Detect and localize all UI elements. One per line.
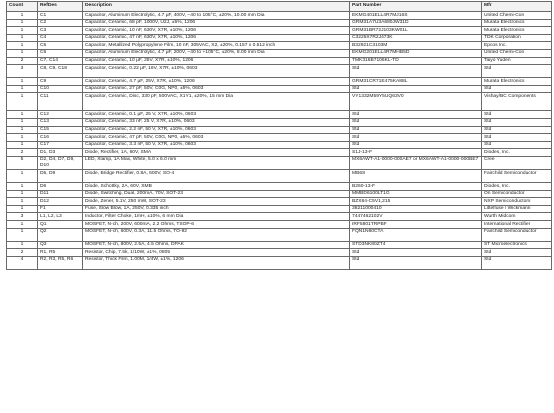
- header-count: Count: [7, 2, 38, 12]
- cell-description: MOSFET, N-ch, 800V, 2.5A, 4.5 Ohms, DPAK: [83, 241, 350, 249]
- cell-count: 2: [7, 57, 38, 65]
- cell-part-number: Std: [350, 256, 482, 269]
- cell-mfr: Fairchild Semiconductor: [482, 170, 552, 183]
- cell-refdes: C12: [38, 111, 83, 119]
- cell-refdes: C17: [38, 141, 83, 149]
- table-row: [7, 241, 552, 249]
- cell-refdes: D2, D4, D7, D9, D10: [38, 156, 83, 169]
- cell-count: 1: [7, 190, 38, 198]
- cell-mfr: Cree: [482, 156, 552, 169]
- cell-count: 1: [7, 241, 38, 249]
- cell-part-number: GRM31BR72J103KW01L: [350, 27, 482, 35]
- cell-part-number: Std: [350, 118, 482, 126]
- cell-description: Capacitor, Ceramic, 27 pF, 50V, C0G, NP0, ±5%, 0603: [83, 85, 350, 93]
- cell-part-number: Std: [350, 141, 482, 149]
- table-row: [7, 183, 552, 191]
- cell-refdes: D1, D3: [38, 149, 83, 157]
- cell-part-number: S1J-13-F: [350, 149, 482, 157]
- table-row: [7, 42, 552, 50]
- cell-mfr: United Chemi-Con: [482, 12, 552, 20]
- cell-count: 2: [7, 149, 38, 157]
- cell-mfr: Wurth Midcom: [482, 213, 552, 221]
- cell-count: 1: [7, 141, 38, 149]
- cell-refdes: C2: [38, 19, 83, 27]
- cell-mfr: Std: [482, 118, 552, 126]
- cell-refdes: F1: [38, 205, 83, 213]
- cell-count: 1: [7, 221, 38, 229]
- header-refdes: RefDes: [38, 2, 83, 12]
- cell-part-number: Std: [350, 249, 482, 257]
- cell-refdes: D6: [38, 183, 83, 191]
- cell-mfr: Murata Electronics: [482, 27, 552, 35]
- cell-refdes: Q1: [38, 221, 83, 229]
- cell-part-number: MB6S: [350, 170, 482, 183]
- cell-refdes: L1, L2, L3: [38, 213, 83, 221]
- cell-refdes: R2, R3, R5, R6: [38, 256, 83, 269]
- cell-count: 1: [7, 42, 38, 50]
- cell-mfr: Murata Electronics: [482, 78, 552, 86]
- table-header-row: [7, 2, 552, 12]
- table-row: [7, 19, 552, 27]
- cell-mfr: Fairchild Semiconductor: [482, 228, 552, 241]
- table-row: [7, 156, 552, 169]
- cell-refdes: R1, R5: [38, 249, 83, 257]
- cell-count: 3: [7, 65, 38, 78]
- table-row: [7, 118, 552, 126]
- cell-description: Capacitor, Ceramic, 33 nF, 25 V, X7R, ±10%, 0603: [83, 118, 350, 126]
- cell-refdes: C10: [38, 85, 83, 93]
- cell-mfr: Std: [482, 249, 552, 257]
- cell-part-number: GRM31CR71E475KA88L: [350, 78, 482, 86]
- cell-description: LED, Xlamp, 1A Max, White, 5.0 x 6.0 mm: [83, 156, 350, 169]
- cell-refdes: C11: [38, 93, 83, 111]
- table-row: [7, 221, 552, 229]
- cell-mfr: Epcos Inc.: [482, 42, 552, 50]
- cell-refdes: C1: [38, 12, 83, 20]
- cell-part-number: Std: [350, 126, 482, 134]
- cell-refdes: C5: [38, 42, 83, 50]
- cell-mfr: Std: [482, 141, 552, 149]
- cell-part-number: IRF5801TRPBF: [350, 221, 482, 229]
- cell-mfr: Std: [482, 85, 552, 93]
- cell-part-number: Std: [350, 134, 482, 142]
- cell-refdes: Q2: [38, 228, 83, 241]
- cell-part-number: GRM31A7U3A680JW31D: [350, 19, 482, 27]
- cell-mfr: Std: [482, 126, 552, 134]
- cell-mfr: International Rectifier: [482, 221, 552, 229]
- cell-mfr: ST Microelectronics: [482, 241, 552, 249]
- cell-description: Capacitor, Ceramic, 10 nF, 630V, X7R, ±10%, 1206: [83, 27, 350, 35]
- cell-count: 1: [7, 78, 38, 86]
- cell-description: Capacitor, Ceramic, 0.1 μF, 25 V, X7R, ±10%, 0603: [83, 111, 350, 119]
- cell-description: Resistor, Chip, 7.5k, 1/10W, ±1%, 0805: [83, 249, 350, 257]
- cell-count: 1: [7, 198, 38, 206]
- cell-refdes: C6: [38, 49, 83, 57]
- cell-mfr: United Chemi-Con: [482, 49, 552, 57]
- cell-description: Capacitor, Aluminum Electrolytic, 4.7 μF, 400V, −40 to 105°C, ±20%, 10.00 mm Dia: [83, 12, 350, 20]
- cell-description: Capacitor, Ceramic, 47 nF, 630V, X7R, ±10%, 1206: [83, 34, 350, 42]
- cell-mfr: Std: [482, 65, 552, 78]
- cell-mfr: On Semiconductor: [482, 190, 552, 198]
- cell-mfr: Taiyo Yuden: [482, 57, 552, 65]
- table-row: [7, 190, 552, 198]
- cell-description: Capacitor, Ceramic, 2.2 nF, 50 V, X7R, ±10%, 0603: [83, 126, 350, 134]
- cell-description: Diode, Zener, 5.1V, 250 mW, SOT-23: [83, 198, 350, 206]
- cell-mfr: NXP Semiconductors: [482, 198, 552, 206]
- cell-count: 1: [7, 34, 38, 42]
- table-row: [7, 85, 552, 93]
- cell-count: 1: [7, 228, 38, 241]
- cell-description: Capacitor, Ceramic, 68 pF, 1000V, U2J, ±5%, 1206: [83, 19, 350, 27]
- cell-refdes: C4: [38, 34, 83, 42]
- cell-description: Capacitor, Ceramic, Disc, 330 pF, 500VAC, X1Y1, ±20%, 15 mm Dia: [83, 93, 350, 111]
- table-row: [7, 198, 552, 206]
- cell-mfr: Std: [482, 134, 552, 142]
- bom-table-container: [6, 1, 551, 270]
- cell-description: Diode, Rectifier, 1A, 60V, SMA: [83, 149, 350, 157]
- cell-description: Capacitor, Ceramic, 10 μF, 25V, X7R, ±10%, 1206: [83, 57, 350, 65]
- table-row: [7, 213, 552, 221]
- cell-count: 1: [7, 111, 38, 119]
- cell-count: 2: [7, 249, 38, 257]
- cell-mfr: Vishay/BC Components: [482, 93, 552, 111]
- cell-description: Capacitor, Ceramic, 0.22 μF, 16V, X7R, ±10%, 0603: [83, 65, 350, 78]
- cell-refdes: C15: [38, 126, 83, 134]
- cell-part-number: MMBD6100LT1G: [350, 190, 482, 198]
- cell-description: Capacitor, Ceramic, 3.3 nF, 50 V, X7R, ±10%, 0603: [83, 141, 350, 149]
- cell-part-number: STD3NK80ZT4: [350, 241, 482, 249]
- cell-part-number: EKMG401ELL4R7MJ16S: [350, 12, 482, 20]
- cell-refdes: C7, C14: [38, 57, 83, 65]
- cell-description: Inductor, Filter Choke, 1mH, ±10%, 6 mm Dia: [83, 213, 350, 221]
- cell-description: Diode, Bridge Rectifier, 0.8A, 600V, SO-4: [83, 170, 350, 183]
- cell-description: Fuse, Slow Blow, 1A, 250V, 0.335 inch: [83, 205, 350, 213]
- cell-part-number: Std: [350, 111, 482, 119]
- table-row: [7, 57, 552, 65]
- cell-count: 1: [7, 126, 38, 134]
- cell-part-number: MX6AWT-A1-0000-000AE7 or MX6AWT-A1-0000-000BE7: [350, 156, 482, 169]
- cell-count: 1: [7, 12, 38, 20]
- table-row: [7, 12, 552, 20]
- cell-description: Capacitor, Ceramic, 47 pF, 50V, C0G, NP0, ±5%, 0603: [83, 134, 350, 142]
- cell-refdes: C8, C9, C18: [38, 65, 83, 78]
- cell-part-number: B32921C3103M: [350, 42, 482, 50]
- table-row: [7, 249, 552, 257]
- table-row: [7, 111, 552, 119]
- header-part-number: Part Number: [350, 2, 482, 12]
- header-description: Description: [83, 2, 350, 12]
- cell-part-number: Std: [350, 65, 482, 78]
- cell-mfr: Littelfuse / Wickmann: [482, 205, 552, 213]
- table-row: [7, 134, 552, 142]
- cell-refdes: C9: [38, 78, 83, 86]
- table-row: [7, 126, 552, 134]
- cell-count: 1: [7, 183, 38, 191]
- cell-count: 1: [7, 205, 38, 213]
- cell-part-number: 7447462102V: [350, 213, 482, 221]
- cell-count: 3: [7, 213, 38, 221]
- cell-refdes: Q3: [38, 241, 83, 249]
- cell-refdes: D12: [38, 198, 83, 206]
- cell-count: 1: [7, 118, 38, 126]
- cell-description: Capacitor, Metallized Polypropylene Film, 10 nF, 305VAC, X2, ±20%, 0.157 x 0.512 inch: [83, 42, 350, 50]
- cell-count: 1: [7, 19, 38, 27]
- cell-description: Resistor, Thick Film, 1.00M, 1/4W, ±1%, 1206: [83, 256, 350, 269]
- bill-of-materials-table: [6, 1, 552, 270]
- table-body: [7, 12, 552, 270]
- table-row: [7, 34, 552, 42]
- cell-description: Capacitor, Ceramic, 4.7 μF, 25V, X7R, ±10%, 1206: [83, 78, 350, 86]
- cell-mfr: Diodes, Inc.: [482, 183, 552, 191]
- cell-description: MOSFET, N-ch, 600V, 0.3A, 11.5 Ohms, TO-92: [83, 228, 350, 241]
- cell-part-number: EKMG201ELL4R7MHB5D: [350, 49, 482, 57]
- cell-count: 5: [7, 156, 38, 169]
- table-row: [7, 141, 552, 149]
- table-row: [7, 49, 552, 57]
- cell-description: MOSFET, N-ch, 200V, 600mA, 2.2 Ohms, TSOP-6: [83, 221, 350, 229]
- cell-mfr: Murata Electronics: [482, 19, 552, 27]
- cell-count: 1: [7, 49, 38, 57]
- header-mfr: Mfr: [482, 2, 552, 12]
- cell-refdes: C16: [38, 134, 83, 142]
- cell-part-number: Std: [350, 85, 482, 93]
- table-row: [7, 78, 552, 86]
- cell-part-number: TMK316B7106KL-TD: [350, 57, 482, 65]
- cell-part-number: 38211000410: [350, 205, 482, 213]
- cell-count: 1: [7, 170, 38, 183]
- cell-part-number: BZX84-C5V1,215: [350, 198, 482, 206]
- cell-description: Diode, Schottky, 2A, 60V, SMB: [83, 183, 350, 191]
- cell-count: 1: [7, 85, 38, 93]
- cell-part-number: C3225X7R2J473K: [350, 34, 482, 42]
- table-row: [7, 93, 552, 111]
- cell-part-number: FQN1N60CTA: [350, 228, 482, 241]
- table-row: [7, 256, 552, 269]
- table-row: [7, 149, 552, 157]
- table-row: [7, 205, 552, 213]
- cell-refdes: C13: [38, 118, 83, 126]
- cell-mfr: Std: [482, 111, 552, 119]
- cell-part-number: B260-13-F: [350, 183, 482, 191]
- cell-description: Capacitor, Aluminum Electrolytic, 4.7 μF, 200V, −40 to +105°C, ±20%, 8.00 mm Dia: [83, 49, 350, 57]
- cell-part-number: VY1332M59Y5UQ63V0: [350, 93, 482, 111]
- cell-mfr: Std: [482, 256, 552, 269]
- cell-count: 1: [7, 134, 38, 142]
- table-row: [7, 228, 552, 241]
- cell-mfr: TDK Corporation: [482, 34, 552, 42]
- cell-count: 1: [7, 93, 38, 111]
- table-row: [7, 27, 552, 35]
- cell-refdes: C3: [38, 27, 83, 35]
- cell-description: Diode, Switching, Dual, 200mA, 70V, SOT-23: [83, 190, 350, 198]
- cell-refdes: D11: [38, 190, 83, 198]
- table-row: [7, 65, 552, 78]
- cell-count: 4: [7, 256, 38, 269]
- cell-mfr: Diodes, Inc.: [482, 149, 552, 157]
- cell-count: 1: [7, 27, 38, 35]
- cell-refdes: D5, D9: [38, 170, 83, 183]
- table-row: [7, 170, 552, 183]
